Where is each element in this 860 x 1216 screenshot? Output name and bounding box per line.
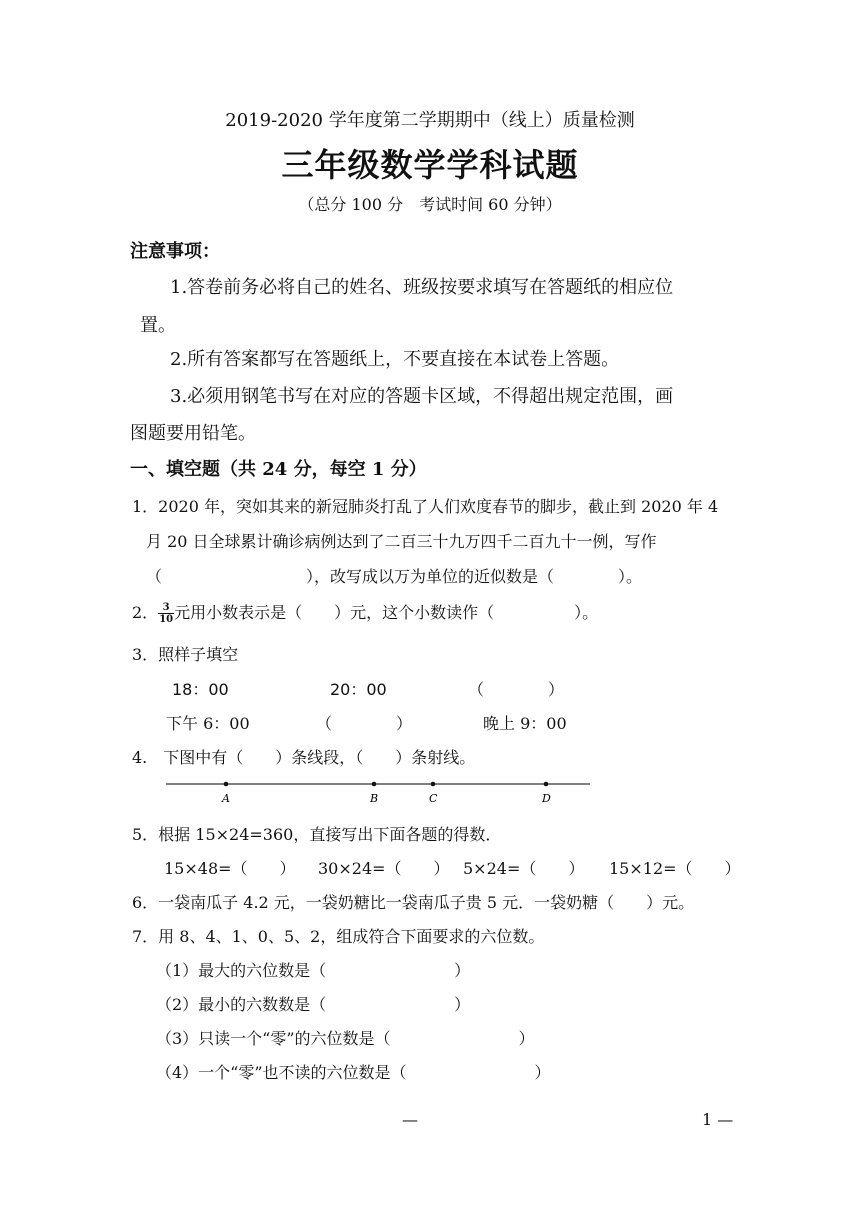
line-diagram bbox=[160, 774, 600, 808]
q3-answer-blank-2: （ ） bbox=[316, 714, 413, 733]
exam-term-line: 2019-2020 学年度第二学期期中（线上）质量检测 bbox=[225, 110, 635, 131]
q5-item-c: 5×24=（ ） bbox=[463, 859, 585, 878]
point-d-label: D bbox=[542, 792, 551, 805]
question-2-number: 2． bbox=[132, 603, 159, 622]
section-heading: 一、填空题（共 24 分，每空 1 分） bbox=[130, 459, 427, 480]
point-c-dot bbox=[431, 782, 436, 787]
notice-heading: 注意事项： bbox=[130, 241, 220, 262]
q5-item-d: 15×12=（ ） bbox=[609, 859, 741, 878]
point-d-dot bbox=[544, 782, 549, 787]
question-1-blanks: （ ），改写成以万为单位的近似数是（ ）。 bbox=[146, 567, 643, 586]
question-2 bbox=[132, 600, 598, 625]
notice-item-3: 3.必须用钢笔书写在对应的答题卡区域，不得超出规定范围，画 bbox=[170, 386, 674, 407]
point-c-label: C bbox=[429, 792, 438, 805]
fraction-denominator: 10 bbox=[159, 614, 174, 625]
q3-time-24h: 20：00 bbox=[330, 680, 387, 699]
q3-example-time-12h: 下午 6：00 bbox=[166, 714, 250, 733]
q3-example-time-24h: 18：00 bbox=[172, 680, 229, 699]
question-6: 6．一袋南瓜子 4.2 元，一袋奶糖比一袋南瓜子贵 5 元．一袋奶糖（ ）元。 bbox=[132, 893, 695, 912]
q5-item-a: 15×48=（ ） bbox=[164, 859, 296, 878]
question-5: 5．根据 15×24=360，直接写出下面各题的得数． bbox=[132, 825, 502, 844]
q3-time-12h: 晚上 9：00 bbox=[483, 714, 567, 733]
fraction-numerator: 3 bbox=[158, 602, 174, 614]
question-7: 7．用 8、4、1、0、5、2，组成符合下面要求的六位数。 bbox=[132, 927, 545, 946]
page-number: 1 — bbox=[702, 1110, 734, 1129]
q5-item-b: 30×24=（ ） bbox=[318, 859, 450, 878]
q7-part-3: （3）只读一个“零”的六位数是（ ） bbox=[156, 1029, 535, 1048]
page-title: 三年级数学学科试题 bbox=[281, 146, 579, 184]
q7-part-1: （1）最大的六位数是（ ） bbox=[156, 961, 471, 980]
exam-info-subtitle: （总分 100 分 考试时间 60 分钟） bbox=[298, 195, 562, 214]
notice-item-3-cont: 图题要用铅笔。 bbox=[130, 423, 256, 444]
notice-item-2: 2.所有答案都写在答题纸上，不要直接在本试卷上答题。 bbox=[170, 349, 620, 370]
notice-item-1: 1.答卷前务必将自己的姓名、班级按要求填写在答题纸的相应位 bbox=[170, 277, 674, 298]
point-a-dot bbox=[224, 782, 229, 787]
q3-answer-blank-1: （ ） bbox=[468, 680, 565, 699]
q7-part-4: （4）一个“零”也不读的六位数是（ ） bbox=[156, 1063, 551, 1082]
q7-part-2: （2）最小的六数数是（ ） bbox=[156, 995, 471, 1014]
question-1-cont: 月 20 日全球累计确诊病例达到了二百三十九万四千二百九十一例，写作 bbox=[146, 532, 657, 551]
question-3: 3．照样子填空 bbox=[132, 645, 239, 664]
point-a-label: A bbox=[222, 792, 230, 805]
question-2-text: 元用小数表示是（ ）元，这个小数读作（ ）。 bbox=[174, 603, 599, 622]
point-b-label: B bbox=[370, 792, 379, 805]
point-b-dot bbox=[372, 782, 377, 787]
fraction-3-10 bbox=[158, 602, 174, 625]
footer-dash: — bbox=[402, 1110, 418, 1129]
question-4: 4. 下图中有（ ）条线段，（ ）条射线。 bbox=[132, 748, 476, 767]
notice-item-1-cont: 置。 bbox=[140, 315, 176, 336]
question-1: 1．2020 年，突如其来的新冠肺炎打乱了人们欢度春节的脚步，截止到 2020 年 4 bbox=[132, 497, 719, 516]
